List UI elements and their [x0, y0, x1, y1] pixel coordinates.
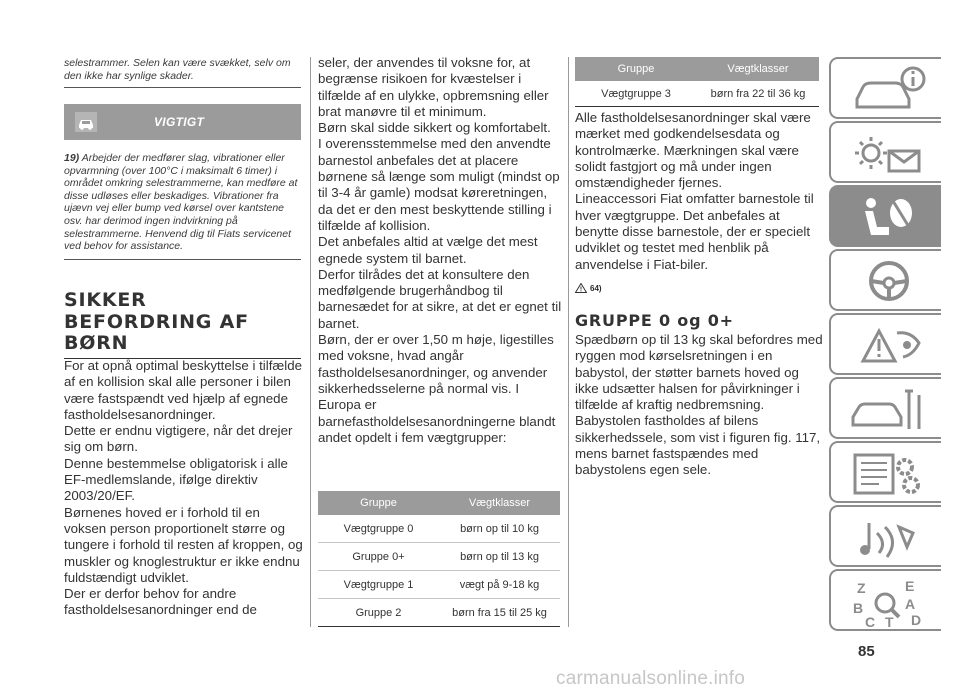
weight-group-table-continued: [575, 57, 819, 107]
paragraph: Børn, der er over 1,50 m høje, ligestilles med voksne, hvad angår fastholdelsesanordninger, og anvender sikkerhedsselerne på normal vis. I Europa er barnefastholdelsesanordningerne blandt andet opdelt i fem vægtgrupper:: [318, 332, 556, 445]
table-cell: Vægtgruppe 1: [343, 578, 414, 591]
table-row: [318, 515, 560, 543]
tab-multimedia[interactable]: [829, 505, 941, 567]
section-title-group-0: GRUPPE 0 og 0+: [575, 311, 734, 330]
paragraph: Der er derfor behov for andre fastholdelsesanordninger end de: [64, 586, 257, 618]
right-body-text: [575, 110, 823, 273]
index-letter: A: [905, 596, 916, 612]
tab-dashboard[interactable]: [829, 121, 941, 183]
paragraph: Dette er endnu vigtigere, når det drejer sig om børn.: [64, 423, 293, 455]
paragraph: Lineaccessori Fiat omfatter barnestole til hver vægtgruppe. Det anbefales at benytte disse barnestole, der er specielt udviklet og testet med henblik på anvendelse i Fiat-biler.: [575, 191, 814, 272]
steering-wheel-icon: [849, 257, 929, 307]
continuation-text: selestrammer. Selen kan være svækket, selv om den ikke har synlige skader.: [64, 57, 301, 88]
tab-maintenance[interactable]: [829, 377, 941, 439]
car-tools-icon: [849, 385, 929, 435]
chapter-sidebar: [829, 57, 941, 629]
paragraph: Alle fastholdelsesanordninger skal være mærket med godkendelsesdata og kontrolmærke. Mærkningen skal være solidt fastgjort og må under ingen omstændigheder fjernes.: [575, 110, 811, 191]
reference-number: 64): [590, 284, 602, 293]
warning-body: [64, 152, 301, 260]
paragraph: I overensstemmelse med den anvendte barnestol anbefales det at placere børnene så længe som muligt (mindst op til 3-4 år gamle) modsat køreretningen, da det er den mest beskyttende stilling i tilfælde af kollision.: [318, 136, 560, 233]
table-cell: børn fra 15 til 25 kg: [452, 606, 547, 619]
header-weight-class: Vægtklasser: [727, 63, 789, 75]
warning-title: VIGTIGT: [154, 115, 205, 129]
left-body-text: [64, 358, 304, 619]
index-letter: B: [853, 600, 864, 616]
car-warning-icon: [74, 111, 98, 133]
tab-car-info[interactable]: [829, 57, 941, 119]
table-header: [575, 57, 819, 81]
table-cell: børn fra 22 til 36 kg: [710, 87, 806, 100]
watermark-text: carmanualsonline.info: [556, 668, 746, 689]
tab-index[interactable]: [829, 569, 941, 631]
index-letters-icon: [849, 577, 929, 629]
warning-triangle-icon: [575, 283, 587, 293]
table-row: [318, 543, 560, 571]
right-body-text-2: [575, 332, 823, 479]
table-cell: Vægtgruppe 0: [343, 522, 414, 535]
paragraph: Babystolen fastholdes af bilens sikkerhedssele, som vist i figuren fig. 117, mens barnet fastspændes med babystolens egen sele.: [575, 413, 821, 478]
paragraph: Denne bestemmelse obligatorisk i alle EF-medlemslande, ifølge direktiv 2003/20/EF.: [64, 455, 288, 504]
paragraph: Det anbefales altid at vælge det mest egnede system til barnet.: [318, 234, 538, 266]
index-letter: D: [911, 612, 922, 628]
table-header: [318, 491, 560, 515]
index-letter: T: [885, 614, 894, 629]
multimedia-icon: [849, 513, 929, 563]
header-weight-class: Vægtklasser: [468, 497, 531, 509]
weight-group-table: [318, 491, 560, 627]
table-cell: vægt på 9-18 kg: [459, 578, 540, 591]
warning-triangle-icon: [849, 321, 929, 371]
table-cell: Gruppe 2: [355, 606, 402, 619]
paragraph: Spædbørn op til 13 kg skal befordres med ryggen mod kørselsretningen i en babystol, der støtter barnets hoved og ikke udsætter halsen for påvirkninger i tilfælde af kraftig nedbremsning.: [575, 332, 823, 413]
header-group: Gruppe: [360, 497, 397, 509]
paragraph: For at opnå optimal beskyttelse i tilfælde af en kollision skal alle personer i bilen være fastspændt ved hjælp af egnede fastholdelsesanordninger.: [64, 358, 302, 422]
column-divider: [310, 57, 311, 627]
warning-header: [64, 104, 301, 140]
table-cell: Vægtgruppe 3: [601, 87, 671, 100]
car-info-icon: [849, 65, 929, 115]
table-row: [318, 571, 560, 599]
table-row: [575, 81, 819, 107]
index-letter: C: [865, 614, 876, 629]
tab-safety[interactable]: [829, 185, 941, 247]
section-title-child-safety: SIKKER BEFORDRING AF BØRN: [64, 290, 301, 359]
reference-note: [575, 283, 602, 293]
index-letter: Z: [857, 580, 866, 596]
table-cell: børn op til 10 kg: [460, 522, 539, 535]
specs-gears-icon: [849, 449, 929, 499]
dashboard-warning-icon: [849, 129, 929, 179]
index-letter: E: [905, 578, 915, 594]
tab-emergency[interactable]: [829, 313, 941, 375]
warning-text: Arbejder der medfører slag, vibrationer eller opvarmning (over 100°C i maksimalt 6 timer) i området omkring selestrammerne, kan medføre at disse udløses eller beskadiges. Vibrationer fra ujævn vej eller bump ved kørsel over kantstene osv. har derimod ingen indvirkning på selestrammerne. Henvend dig til Fiats servicenet ved behov for assistance.: [64, 152, 298, 253]
column-divider: [568, 57, 569, 627]
middle-body-text: [318, 55, 564, 446]
paragraph: Børn skal sidde sikkert og komfortabelt.: [318, 120, 551, 136]
paragraph: Derfor tilrådes det at konsultere den medfølgende brugerhåndbog til barnesædet for at sikre, at det er egnet til barnet.: [318, 266, 562, 331]
tab-specifications[interactable]: [829, 441, 941, 503]
warning-number: 19): [64, 152, 80, 164]
paragraph: Børnenes hoved er i forhold til en voksen person proportionelt større og tungere i forhold til resten af kroppen, og muskler og knoglestruktur er ikke endnu fuldstændigt udviklet.: [64, 504, 303, 585]
page-number: 85: [858, 643, 875, 660]
table-cell: børn op til 13 kg: [460, 550, 539, 563]
table-row: [318, 599, 560, 627]
header-group: Gruppe: [617, 63, 655, 75]
tab-driving[interactable]: [829, 249, 941, 311]
seat-airbag-icon: [849, 193, 929, 243]
table-cell: Gruppe 0+: [352, 550, 405, 563]
paragraph: seler, der anvendes til voksne for, at begrænse risikoen for kvæstelser i tilfælde af en ulykke, opbremsning eller brat manøvre til et minimum.: [318, 55, 549, 119]
